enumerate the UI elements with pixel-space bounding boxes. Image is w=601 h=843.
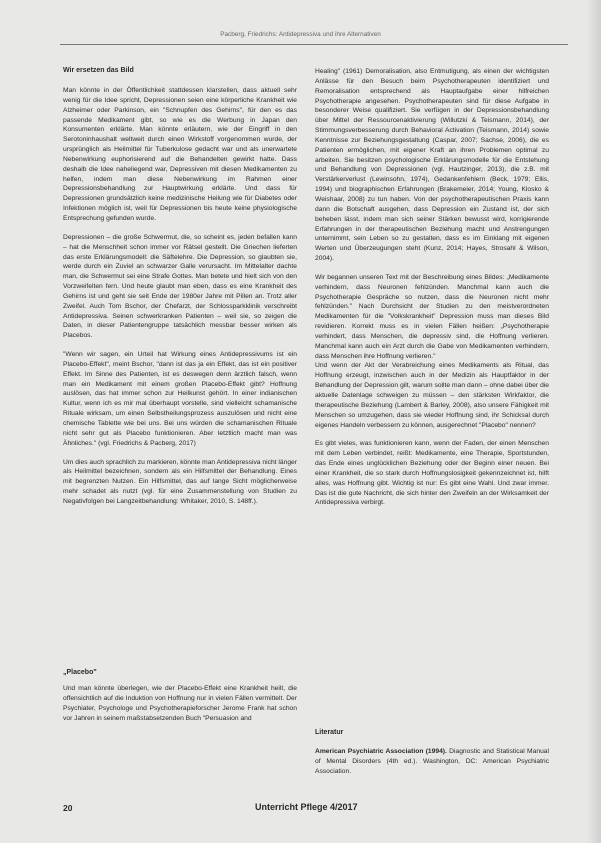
- literature-entry-text: Diagnostic and Statistical Manual of Mental Disorders (4th ed.). Washington, DC: American Psychiatric Association.: [315, 747, 549, 775]
- literature-heading: Literatur: [315, 729, 344, 736]
- section-heading-placebo: „Placebo": [63, 669, 97, 676]
- running-head: Pacberg, Friedrichs: Antidepressiva und ihre Alternativen: [220, 31, 381, 38]
- paragraph: Man könnte in der Öffentlichkeit stattdessen klarstellen, dass aktuell sehr wenig für die Idee spricht, Depressionen seien eine körperliche Krankheit wie Alzheimer oder Parkinson, ein "Schnupfen des Gehirns", für den es das passende Medikament gibt, so wie es die Werbung in Japan den Konsumenten erklärte. Man könnte erläutern, wie der Eingriff in den Serotoninhaushalt weltweit durch einen Wirkstoff vorgenommen wurde, der ursprünglich als Heilmittel für Tuberkulose gedacht war und als unerwartete Nebenwirkung euphorisierend auf die Behandelten gewirkt hatte. Dass deshalb die Idee naheliegend war, Depressiven mit diesen Medikamenten zu helfen, indem man diese Nebenwirkung im Rahmen einer Depressionsbehandlung zur Hauptwirkung erklärte. Und dass für Depressionen grundsätzlich keine medizinische Heilung wie für Diabetes oder Infektionen möglich ist, weil für Depressionen bis heute keine physiologische Entsprechung gefunden wurde.: [63, 87, 297, 222]
- paragraph: Wir begannen unseren Text mit der Beschreibung eines Bildes: „Medikamente verhindern, dass Neuronen fehlzünden. Manchmal kann auch die Psychotherapie Gespräche so nutzen, dass die Neuronen nicht mehr fehlzünden." Nach Durchsicht der Studien zu den meistverordneten Medikamenten für die "Volkskrankheit" Depression muss man dieses Bild revidieren. Korrekt muss es in vielen Fällen heißen: „Psychotherapie verhindert, dass Menschen, die depressiv sind, die Hoffnung verlieren. Manchmal kann auch ein Arzt durch die Gabe von Medikamenten verhindern, dass Menschen ihre Hoffnung verlieren.": [315, 273, 549, 360]
- paragraph-placebo: Und man könnte überlegen, wie der Placebo-Effekt eine Krankheit heilt, die offensichtlich auf die Induktion von Hoffnung nur in vielen Fällen vermittelt. Der Psychiater, Psychologe und Psychotherapieforscher Jerome Frank hat schon vor Jahren in seinem maßstabsetzenden Buch "Persuasion and: [63, 685, 297, 722]
- paragraph: Und wenn der Akt der Verabreichung eines Medikaments als Ritual, das Hoffnung erzeugt, inzwischen auch in der Medizin als Hauptfaktor in der Behandlung der Depression gilt, warum sollte man dann – ohne dabei über die aktuelle Datenlage schweigen zu müssen – den stärksten Wirkfaktor, die therapeutische Beziehung (Lambert & Barley, 2008), also unsere Fähigkeit mit Menschen so umzugehen, dass sie wieder Hoffnung sind, ihr Schicksal durch eigenes Handeln verbessern zu können, ausgerechnet "Placebo" nennen?: [315, 362, 549, 429]
- literature-entry: [315, 747, 549, 777]
- header-rule: [60, 44, 568, 45]
- literature-entry-author: American Psychiatric Association (1994).: [315, 747, 447, 755]
- paragraph: "Wenn wir sagen, ein Urteil hat Wirkung eines Antidepressivums ist ein Placebo-Effekt", meint Bschor, "dann ist das ja ein Effekt, das ist ein positiver Effekt. Im Sinne des Patienten, ist es deswegen denn ärztlich falsch, wenn man ein Medikament mit einem großen Placebo-Effekt gibt? Hoffnung auslösen, das hat immer schon zur Heilkunst gehört. In einer indianischen Kultur, wenn ich es mir mal überhaupt vorstelle, sind vielleicht schamanische Rituale wirksam, um einen Selbstheilungsprozess auszulösen und nicht eine chemische Tablette wie bei uns. Bei uns würden die schamanischen Rituale nicht sehr gut als Placebo funktionieren. Aber letztlich macht man was Ähnliches." (vgl. Friedrichs & Pacberg, 2017): [63, 351, 297, 447]
- paragraph: Es gibt vieles, was funktionieren kann, wenn der Faden, der einen Menschen mit dem Leben verbindet, reißt: Medikamente, eine Therapie, Sportstunden, das Ende eines unglücklichen Beziehung oder der Beginn einer neuen. Bei einer Krankheit, die so stark durch Hoffnungslosigkeit gekennzeichnet ist, hilft alles, was Hoffnung gibt. Wichtig ist nur: Es gibt eine Wahl. Und zwar immer. Das ist die gute Nachricht, die sich hinter den Zweifeln an der Wirksamkeit der Antidepressiva verbirgt.: [315, 440, 549, 507]
- paragraph: Um dies auch sprachlich zu markieren, könnte man Antidepressiva nicht länger als Heilmittel bezeichnen, sondern als ein Hilfsmittel der Behandlung. Eines mit begrenzten Nutzen. Ein Hilfsmittel, das auf lange Sicht möglicherweise mehr schadet als nutzt (vgl. für eine Zusammenstellung von Studien zu Negativfolgen bei Langzeitbehandlung: Whitaker, 2010, S. 148ff.).: [63, 458, 297, 505]
- page-edge-shadow: [587, 0, 601, 843]
- left-column: [63, 66, 297, 516]
- literature-section: [315, 728, 549, 776]
- paragraph: Depressionen – die große Schwermut, die, so scheint es, jeden befallen kann – hat die Menschheit schon immer vor Rätsel gestellt. Die Griechen lieferten das erste Erklärungsmodell: die Säftelehre. Die Depression, so glaubten sie, werde durch ein Zuviel an schwarzer Galle verursacht. Im Mittelalter dachte man, die Schwermut sei eine Strafe Gottes. Man betete und hielt sich von den Vorzweifelten fern. Und heute glaubt man eben, dass es eine Krankheit des Gehirns ist und geht sie seit Ende der 1980er Jahre mit Pillen an. Trotz aller Zweifel. Auch Tom Bschor, der Chefarzt, der Schlossparkklinik verschreibt Antidepressiva. Seinen schwerkranken Patienten – weil sie, so zeigen die Daten, in dieser Patientengruppe tatsächlich messbar besser wirken als Placebos.: [63, 233, 297, 340]
- section-heading: Wir ersetzen das Bild: [63, 67, 134, 74]
- page-number: 20: [63, 803, 73, 813]
- magazine-footer: Unterricht Pflege 4/2017: [255, 802, 358, 812]
- right-column: [315, 67, 549, 517]
- paragraph: Healing" (1961) Demoralisation, also Entmutigung, als einen der wichtigsten Anlässe für den Besuch beim Psychotherapeuten identifiziert und Remoralisation entsprechend als Hauptaufgabe einer hilfreichen Psychotherapie angesehen. Psychotherapeuten sind für diese Aufgabe in besonderer Weise qualifiziert. Sie verfügen in der Depressionsbehandlung über Mittel der Ressourcenaktivierung (Willutzki & Teismann, 2014), der Stimmungsverbesserung durch Behavioral Activation (Teismann, 2014) sowie Kenntnisse zur Beziehungsgestaltung (Caspar, 2007; Sachse, 2006), die es Patienten ermöglichen, mit eigener Kraft an ihren Problemen optimal zu arbeiten. Sie besitzen psychologische Erklärungsmodelle für die Entstehung und Behandlung von Depressionen (vgl. Hautzinger, 2013), die z.B. mit Verstärkerverlust (Lewinsohn, 1974), Gedankenfehlern (Beck, 1979; Ellis, 1994) und biographischen Erfahrungen (Brakemeier, 2014; Young, Klosko & Weishaar, 2008) zu tun haben. Von der psychotherapeutischen Praxis kann dann die Botschaft ausgehen, dass Depression ein Zustand ist, der sich beheben lässt, indem man sich seiner Stärken bewusst wird, korrigierende Erfahrungen in der therapeutischen Beziehung macht und Anstrengungen unternimmt, sein Leben so zu gestalten, dass es im Einklang mit eigenen Werten und Überzeugungen steht (Kunz, 2014; Hayes, Strosahl & Wilson, 2004).: [315, 68, 549, 263]
